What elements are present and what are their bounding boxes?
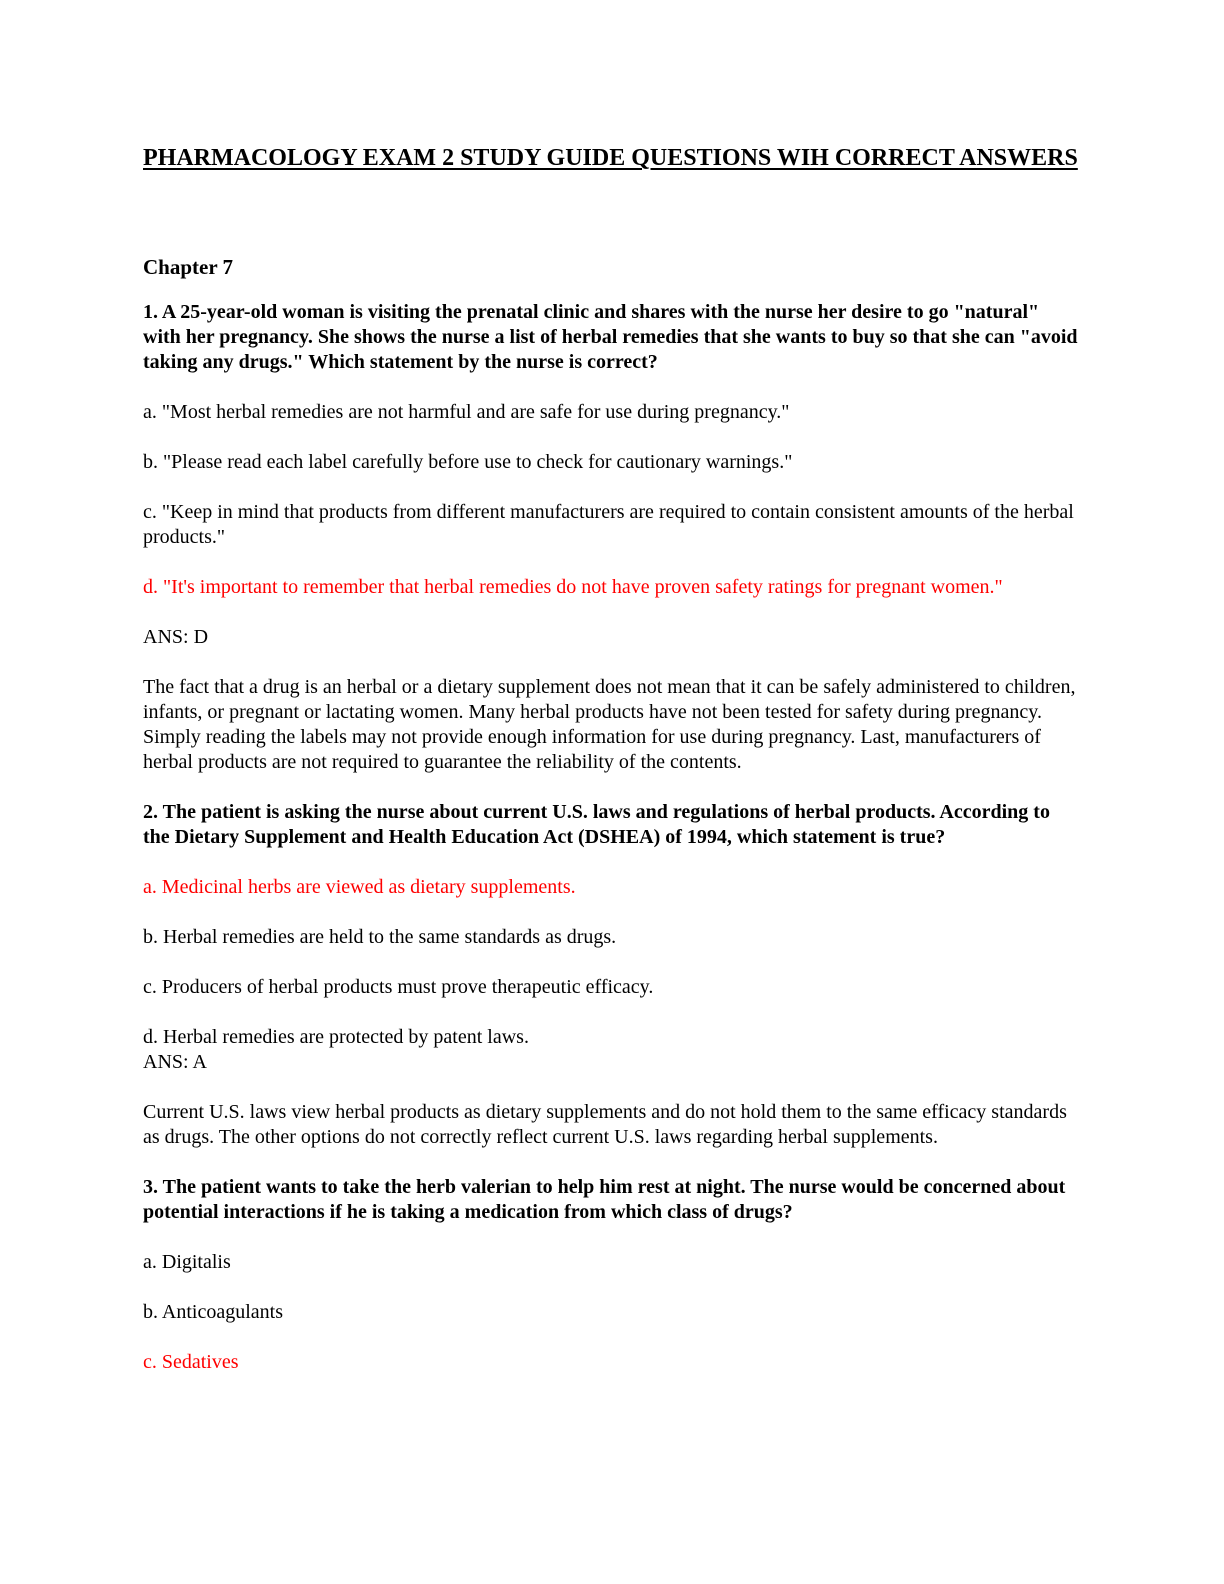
- question-2-rationale: Current U.S. laws view herbal products as dietary supplements and do not hold them to the same efficacy standards as drugs. The other options do not correctly reflect current U.S. laws regarding herbal supplements.: [143, 1101, 1067, 1148]
- question-3-option-b: b. Anticoagulants: [143, 1301, 283, 1323]
- document-page: [143, 144, 1078, 1375]
- question-2-option-d: d. Herbal remedies are protected by patent laws.: [143, 1026, 529, 1048]
- question-3-stem: 3. The patient wants to take the herb valerian to help him rest at night. The nurse would be concerned about potential interactions if he is taking a medication from which class of drugs?: [143, 1176, 1066, 1223]
- question-3-option-c-correct: c. Sedatives: [143, 1351, 239, 1373]
- question-3-option-a: a. Digitalis: [143, 1251, 231, 1273]
- question-2-option-b: b. Herbal remedies are held to the same standards as drugs.: [143, 926, 617, 948]
- question-1-option-d-correct: d. "It's important to remember that herbal remedies do not have proven safety ratings for pregnant women.": [143, 576, 1003, 598]
- chapter-heading: Chapter 7: [143, 255, 234, 279]
- question-2-answer: ANS: A: [143, 1051, 207, 1073]
- document-title: PHARMACOLOGY EXAM 2 STUDY GUIDE QUESTIONS WIH CORRECT ANSWERS: [143, 145, 1078, 171]
- question-1-option-c: c. "Keep in mind that products from different manufacturers are required to contain consistent amounts of the herbal products.": [143, 501, 1074, 548]
- question-1-option-a: a. "Most herbal remedies are not harmful and are safe for use during pregnancy.": [143, 401, 790, 423]
- question-2-option-a-correct: a. Medicinal herbs are viewed as dietary supplements.: [143, 876, 576, 898]
- question-2-option-c: c. Producers of herbal products must prove therapeutic efficacy.: [143, 976, 654, 998]
- question-1-rationale: The fact that a drug is an herbal or a dietary supplement does not mean that it can be safely administered to children, infants, or pregnant or lactating women. Many herbal products have not been tested for safety during pregnancy. Simply reading the labels may not provide enough information for use during pregnancy. Last, manufacturers of herbal products are not required to guarantee the reliability of the contents.: [143, 676, 1076, 773]
- question-1-option-b: b. "Please read each label carefully before use to check for cautionary warnings.": [143, 451, 793, 473]
- question-1-answer: ANS: D: [143, 626, 209, 648]
- question-2-stem: 2. The patient is asking the nurse about current U.S. laws and regulations of herbal products. According to the Dietary Supplement and Health Education Act (DSHEA) of 1994, which statement is true?: [143, 801, 1050, 848]
- question-1-stem: 1. A 25-year-old woman is visiting the prenatal clinic and shares with the nurse her desire to go "natural" with her pregnancy. She shows the nurse a list of herbal remedies that she wants to buy so that she can "avoid taking any drugs." Which statement by the nurse is correct?: [143, 301, 1078, 373]
